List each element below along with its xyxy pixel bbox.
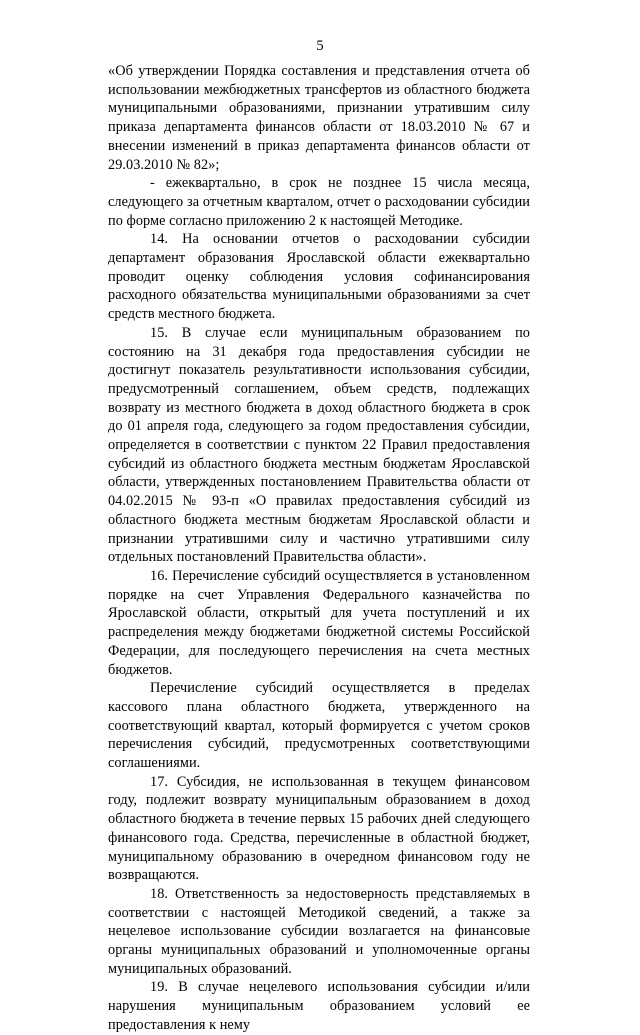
paragraph-item-16: 16. Перечисление субсидий осуществляется в установленном порядке на счет Управления Федерального казначейства по Ярославской области, открытый для учета поступлений и их распределения между бюджетами бюджетной системы Российской Федерации, для последующего перечисления на счета местных бюджетов. — [108, 567, 530, 678]
paragraph-item-14: 14. На основании отчетов о расходовании субсидии департамент образования Ярославской области ежеквартально проводит оценку соблюдения условия софинансирования расходного обязательства муниципальными образованиями за счет средств местного бюджета. — [108, 231, 530, 323]
paragraph-item-17: 17. Субсидия, не использованная в текущем финансовом году, подлежит возврату муниципальным образованием в доход областного бюджета в течение первых 15 рабочих дней следующего финансового года. Средства, перечисленные в областной бюджет, муниципальному образованию в очередном финансовом году не возвращаются. — [108, 773, 530, 884]
document-body — [108, 62, 530, 1035]
paragraph-order-reference: «Об утверждении Порядка составления и представления отчета об использовании межбюджетных трансфертов из областного бюджета муниципальными образованиями, признании утратившим силу приказа департамента финансов области от 18.03.2010 № 67 и внесении изменений в приказ департамента финансов области от 29.03.2010 № 82»; — [108, 63, 530, 173]
paragraph-transfer-limits: Перечисление субсидий осуществляется в пределах кассового плана областного бюджета, утвержденного на соответствующий квартал, который формируется с учетом сроков перечисления субсидий, предусмотренных соответствующими соглашениями. — [108, 680, 530, 772]
paragraph-item-15: 15. В случае если муниципальным образованием по состоянию на 31 декабря года предоставления субсидии не достигнут показатель результативности использования субсидии, предусмотренный соглашением, объем средств, подлежащих возврату из местного бюджета в доход областного бюджета в срок до 01 апреля года, следующего за годом предоставления субсидии, определяется в соответствии с пунктом 22 Правил предоставления субсидий из областного бюджета местным бюджетам Ярославской области, утвержденных постановлением Правительства области от 04.02.2015 № 93-п «О правилах предоставления субсидий из областного бюджета местным бюджетам Ярославской области и признании утратившими силу и частично утратившими силу отдельных постановлений Правительства области». — [108, 324, 530, 566]
paragraph-item-18: 18. Ответственность за недостоверность представляемых в соответствии с настоящей Методикой сведений, а также за нецелевое использование субсидии возлагается на финансовые органы муниципальных образований и уполномоченные органы муниципальных образований. — [108, 885, 530, 977]
paragraph-quarterly-report: - ежеквартально, в срок не позднее 15 числа месяца, следующего за отчетным кварталом, отчет о расходовании субсидии по форме согласно приложению 2 к настоящей Методике. — [108, 175, 530, 229]
page-number: 5 — [316, 38, 324, 54]
paragraph-item-19: 19. В случае нецелевого использования субсидии и/или нарушения муниципальным образованием условий ее предоставления к нему — [108, 979, 530, 1033]
